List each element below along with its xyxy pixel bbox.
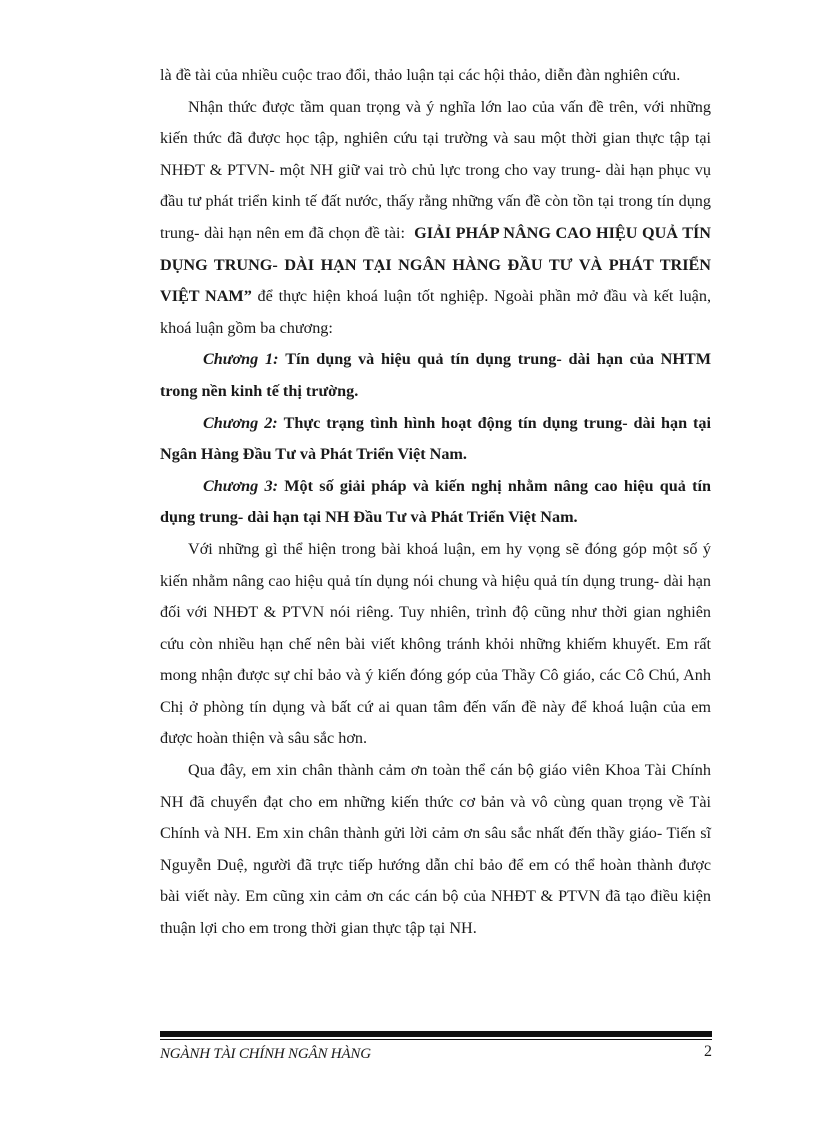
- paragraph-2: [160, 92, 711, 345]
- paragraph-2-end: để thực hiện khoá luận tốt nghiệp. Ngoài phần mở đầu và kết luận, khoá luận gồm ba chương:: [160, 287, 712, 337]
- thesis-topic: GIẢI PHÁP NÂNG CAO HIỆU QUẢ TÍN DỤNG TRUNG- DÀI HẠN TẠI NGÂN HÀNG ĐẦU TƯ VÀ PHÁT TRIỂN VIỆT NAM”: [160, 223, 711, 306]
- page-number: 2: [704, 1043, 712, 1060]
- paragraph-3: Với những gì thể hiện trong bài khoá luận, em hy vọng sẽ đóng góp một số ý kiến nhằm nâng cao hiệu quả tín dụng nói chung và hiệu quả tín dụng trung- dài hạn đối với NHĐT & PTVN nói riêng. Tuy nhiên, trình độ cũng như thời gian nghiên cứu còn nhiều hạn chế nên bài viết không tránh khỏi những khiếm khuyết. Em rất mong nhận được sự chỉ bảo và ý kiến đóng góp của Thầy Cô giáo, các Cô Chú, Anh Chị ở phòng tín dụng và bất cứ ai quan tâm đến vấn đề này để khoá luận của em được hoàn thiện và sâu sắc hơn.: [160, 539, 711, 748]
- paragraph-1: là đề tài của nhiều cuộc trao đổi, thảo luận tại các hội thảo, diễn đàn nghiên cứu.: [160, 66, 681, 84]
- footer-title: NGÀNH TÀI CHÍNH NGÂN HÀNG: [160, 1046, 371, 1062]
- chapter-3: [160, 471, 711, 534]
- chapter-3-label: Chương 3:: [203, 476, 279, 495]
- footer-divider-thick: [160, 1031, 712, 1037]
- chapter-3-title: Một số giải pháp và kiến nghị nhằm nâng cao hiệu quả tín dụng trung- dài hạn tại NH Đầu Tư và Phát Triển Việt Nam.: [160, 476, 711, 527]
- chapter-2-label: Chương 2:: [203, 413, 278, 432]
- chapter-1: [160, 344, 711, 407]
- paragraph-4: Qua đây, em xin chân thành cảm ơn toàn thể cán bộ giáo viên Khoa Tài Chính NH đã chuyển đạt cho em những kiến thức cơ bản và vô cùng quan trọng về Tài Chính và NH. Em xin chân thành gửi lời cảm ơn sâu sắc nhất đến thầy giáo- Tiến sĩ Nguyễn Duệ, người đã trực tiếp hướng dẫn chỉ bảo để em có thể hoàn thành được bài viết này. Em cũng xin cảm ơn các cán bộ của NHĐT & PTVN đã tạo điều kiện thuận lợi cho em trong thời gian thực tập tại NH.: [160, 761, 711, 938]
- chapter-1-title: Tín dụng và hiệu quả tín dụng trung- dài hạn của NHTM trong nền kinh tế thị trường.: [160, 350, 712, 400]
- body-text: [160, 60, 711, 945]
- chapter-2-title: Thực trạng tình hình hoạt động tín dụng trung- dài hạn tại Ngân Hàng Đầu Tư và Phát Triển Việt Nam.: [160, 413, 712, 464]
- paragraph-2-intro: Nhận thức được tầm quan trọng và ý nghĩa lớn lao của vấn đề trên, với những kiến thức đã được học tập, nghiên cứu tại trường và sau một thời gian thực tập tại NHĐT & PTVN- một NH giữ vai trò chủ lực trong cho vay trung- dài hạn phục vụ đầu tư phát triển kinh tế đất nước, thấy rằng những vấn đề còn tồn tại trong tín dụng trung- dài hạn nên em đã chọn đề tài:: [160, 97, 711, 242]
- chapter-2: [160, 408, 711, 471]
- chapter-1-label: Chương 1:: [203, 350, 279, 369]
- footer-divider-thin: [160, 1039, 712, 1040]
